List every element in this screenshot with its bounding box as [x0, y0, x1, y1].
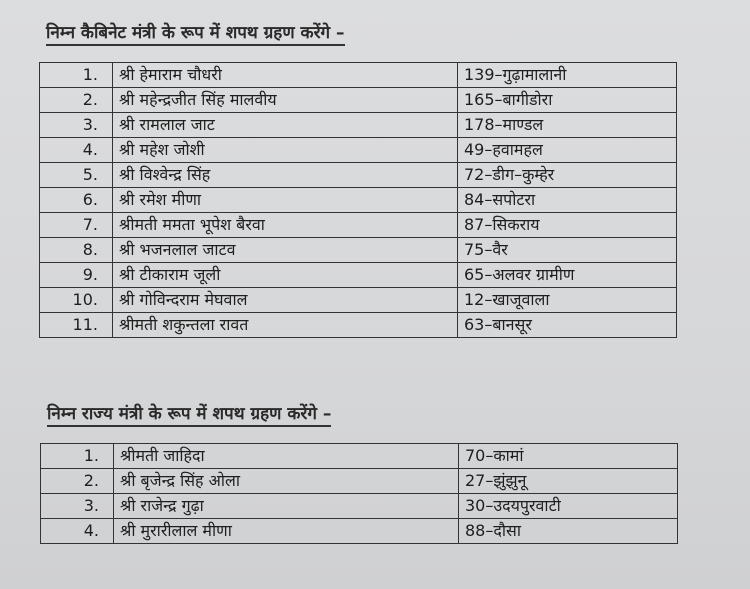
table-row: [41, 519, 678, 544]
constituency: 88–दौसा: [459, 519, 678, 544]
minister-name: श्री महेन्द्रजीत सिंह मालवीय: [113, 88, 458, 113]
minister-name: श्री भजनलाल जाटव: [113, 238, 458, 263]
constituency: 27–झुंझुनू: [459, 469, 678, 494]
serial-number: 10.: [40, 288, 113, 313]
table-row: [40, 313, 677, 338]
minister-name: श्री राजेन्द्र गुढ़ा: [114, 494, 459, 519]
table-row: [40, 213, 677, 238]
serial-number: 1.: [40, 63, 113, 88]
minister-name: श्रीमती शकुन्तला रावत: [113, 313, 458, 338]
table-row: [41, 494, 678, 519]
minister-name: श्री मुरारीलाल मीणा: [114, 519, 459, 544]
minister-name: श्री गोविन्दराम मेघवाल: [113, 288, 458, 313]
table-row: [40, 288, 677, 313]
table-row: [40, 163, 677, 188]
table-row: [40, 88, 677, 113]
table-row: [40, 113, 677, 138]
constituency: 165–बागीडोरा: [458, 88, 677, 113]
serial-number: 3.: [40, 113, 113, 138]
cabinet-ministers-table: [39, 62, 677, 338]
serial-number: 5.: [40, 163, 113, 188]
minister-name: श्रीमती जाहिदा: [114, 444, 459, 469]
minister-name: श्री महेश जोशी: [113, 138, 458, 163]
constituency: 75–वैर: [458, 238, 677, 263]
constituency: 30–उदयपुरवाटी: [459, 494, 678, 519]
table-row: [41, 444, 678, 469]
table-row: [40, 138, 677, 163]
serial-number: 3.: [41, 494, 114, 519]
cabinet-ministers-heading: निम्न कैबिनेट मंत्री के रूप में शपथ ग्रहण करेंगे –: [46, 20, 345, 46]
constituency: 139–गुढ़ामालानी: [458, 63, 677, 88]
table-row: [40, 238, 677, 263]
minister-name: श्री विश्वेन्द्र सिंह: [113, 163, 458, 188]
serial-number: 11.: [40, 313, 113, 338]
serial-number: 4.: [41, 519, 114, 544]
state-ministers-heading: निम्न राज्य मंत्री के रूप में शपथ ग्रहण करेंगे –: [47, 401, 331, 427]
serial-number: 2.: [41, 469, 114, 494]
constituency: 49–हवामहल: [458, 138, 677, 163]
serial-number: 9.: [40, 263, 113, 288]
serial-number: 2.: [40, 88, 113, 113]
table-row: [40, 63, 677, 88]
serial-number: 1.: [41, 444, 114, 469]
constituency: 65–अलवर ग्रामीण: [458, 263, 677, 288]
constituency: 178–माण्डल: [458, 113, 677, 138]
constituency: 12–खाजूवाला: [458, 288, 677, 313]
serial-number: 6.: [40, 188, 113, 213]
minister-name: श्री रामलाल जाट: [113, 113, 458, 138]
constituency: 72–डीग–कुम्हेर: [458, 163, 677, 188]
minister-name: श्री बृजेन्द्र सिंह ओला: [114, 469, 459, 494]
minister-name: श्री हेमाराम चौधरी: [113, 63, 458, 88]
table-row: [40, 188, 677, 213]
serial-number: 4.: [40, 138, 113, 163]
constituency: 87–सिकराय: [458, 213, 677, 238]
serial-number: 8.: [40, 238, 113, 263]
table-row: [40, 263, 677, 288]
minister-name: श्री टीकाराम जूली: [113, 263, 458, 288]
constituency: 70–कामां: [459, 444, 678, 469]
state-ministers-table: [40, 443, 678, 544]
constituency: 63–बानसूर: [458, 313, 677, 338]
table-row: [41, 469, 678, 494]
minister-name: श्रीमती ममता भूपेश बैरवा: [113, 213, 458, 238]
serial-number: 7.: [40, 213, 113, 238]
constituency: 84–सपोटरा: [458, 188, 677, 213]
minister-name: श्री रमेश मीणा: [113, 188, 458, 213]
